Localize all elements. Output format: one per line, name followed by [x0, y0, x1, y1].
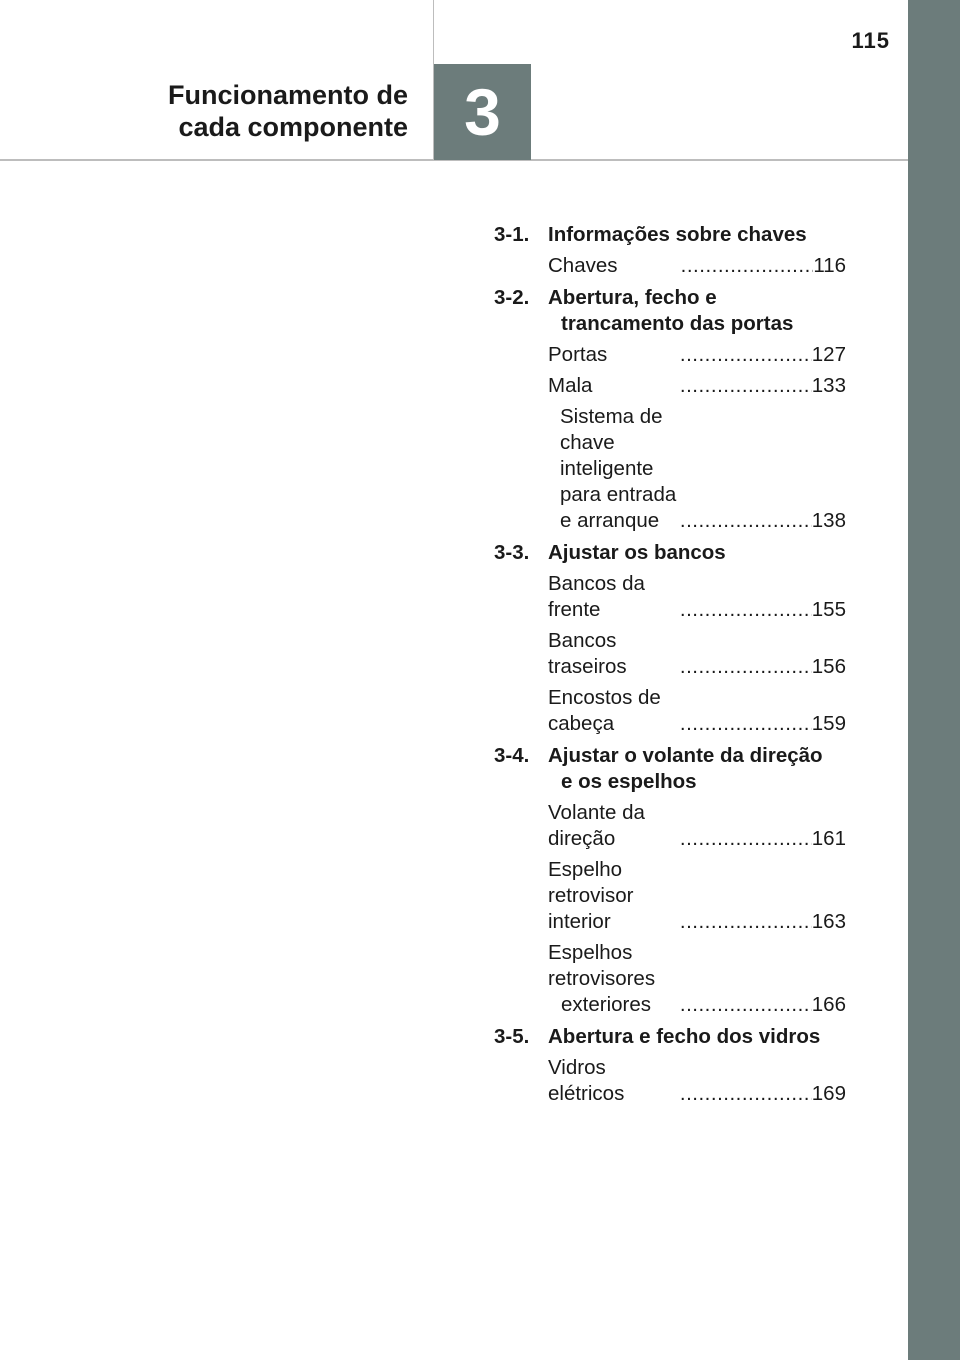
leader-dots: [680, 508, 812, 534]
entry-label: Bancos da frente: [548, 572, 645, 621]
toc-section: [494, 741, 846, 1018]
entry-label: Vidros elétricos: [548, 1056, 625, 1105]
leader-dots: [680, 1081, 812, 1107]
leader-dots: [680, 654, 812, 680]
section-number: 3-2.: [494, 286, 530, 309]
entry-label: Espelhos retrovisores: [548, 941, 656, 990]
entry-page: 159: [811, 712, 846, 735]
entry-page: 161: [811, 827, 846, 850]
chapter-number-badge: 3: [434, 64, 531, 160]
toc-section: [494, 283, 846, 534]
section-title: [548, 285, 846, 337]
chapter-title-line: Funcionamento de: [167, 80, 408, 110]
leader-dots: [680, 909, 812, 935]
section-number: 3-3.: [494, 541, 530, 564]
entry-page: 169: [811, 1082, 846, 1105]
toc-entry[interactable]: [548, 800, 846, 852]
section-number: 3-4.: [494, 744, 530, 767]
section-title-line: e os espelhos: [561, 770, 697, 793]
entry-label: Volante da direção: [548, 801, 645, 850]
toc-entry[interactable]: [548, 404, 846, 534]
entry-label: inteligente para entrada: [560, 457, 677, 506]
section-title-line: Ajustar os bancos: [548, 541, 726, 564]
entry-page: 163: [811, 910, 846, 933]
toc-entry[interactable]: [548, 373, 846, 399]
toc-entry[interactable]: [548, 253, 846, 279]
chapter-title-line: cada componente: [178, 112, 408, 142]
toc-section: [494, 1022, 846, 1107]
chapter-title: [100, 79, 408, 143]
section-heading[interactable]: [494, 283, 846, 337]
section-heading[interactable]: [494, 220, 846, 248]
section-title-line: Abertura e fecho dos vidros: [548, 1025, 821, 1048]
leader-dots: [680, 597, 812, 623]
toc-entry[interactable]: [548, 857, 846, 935]
section-number: 3-1.: [494, 223, 530, 246]
section-heading[interactable]: [494, 741, 846, 795]
leader-dots: [680, 711, 812, 737]
toc-entry[interactable]: [548, 628, 846, 680]
toc-entry[interactable]: [548, 1055, 846, 1107]
entry-label: Encostos de cabeça: [548, 686, 661, 735]
entry-label: Portas: [548, 343, 608, 366]
entry-page: 133: [811, 374, 846, 397]
section-heading[interactable]: [494, 538, 846, 566]
section-number: 3-5.: [494, 1025, 530, 1048]
entry-page: 166: [811, 993, 846, 1016]
toc-entry[interactable]: [548, 685, 846, 737]
section-title-line: Ajustar o volante da direção: [548, 744, 823, 767]
entry-label: Mala: [548, 374, 593, 397]
entry-label: Espelho retrovisor interior: [548, 858, 634, 933]
entry-label: exteriores: [561, 993, 652, 1016]
page-number: 115: [851, 28, 890, 53]
section-title: [548, 540, 846, 566]
entry-page: 156: [811, 655, 846, 678]
section-title-line: Abertura, fecho e: [548, 286, 717, 309]
entry-label: e arranque: [560, 509, 660, 532]
toc-entry[interactable]: [548, 940, 846, 1018]
toc-entry[interactable]: [548, 342, 846, 368]
toc-section: [494, 538, 846, 737]
leader-dots: [681, 253, 814, 279]
section-title-line: Informações sobre chaves: [548, 223, 807, 246]
toc-entry[interactable]: [548, 571, 846, 623]
toc-section: [494, 220, 846, 279]
leader-dots: [680, 826, 812, 852]
table-of-contents: [494, 220, 846, 1111]
leader-dots: [680, 992, 812, 1018]
entry-label: Chaves: [548, 254, 618, 277]
leader-dots: [680, 342, 812, 368]
entry-page: 155: [811, 598, 846, 621]
side-tab-bar: [908, 0, 960, 1360]
leader-dots: [680, 373, 812, 399]
entry-page: 127: [811, 343, 846, 366]
entry-label: Bancos traseiros: [548, 629, 627, 678]
section-title: [548, 743, 846, 795]
section-title: [548, 1024, 846, 1050]
section-title: [548, 222, 846, 248]
entry-page: 116: [813, 254, 846, 277]
section-heading[interactable]: [494, 1022, 846, 1050]
entry-label: Sistema de chave: [560, 405, 663, 454]
section-title-line: trancamento das portas: [561, 312, 794, 335]
entry-page: 138: [811, 509, 846, 532]
